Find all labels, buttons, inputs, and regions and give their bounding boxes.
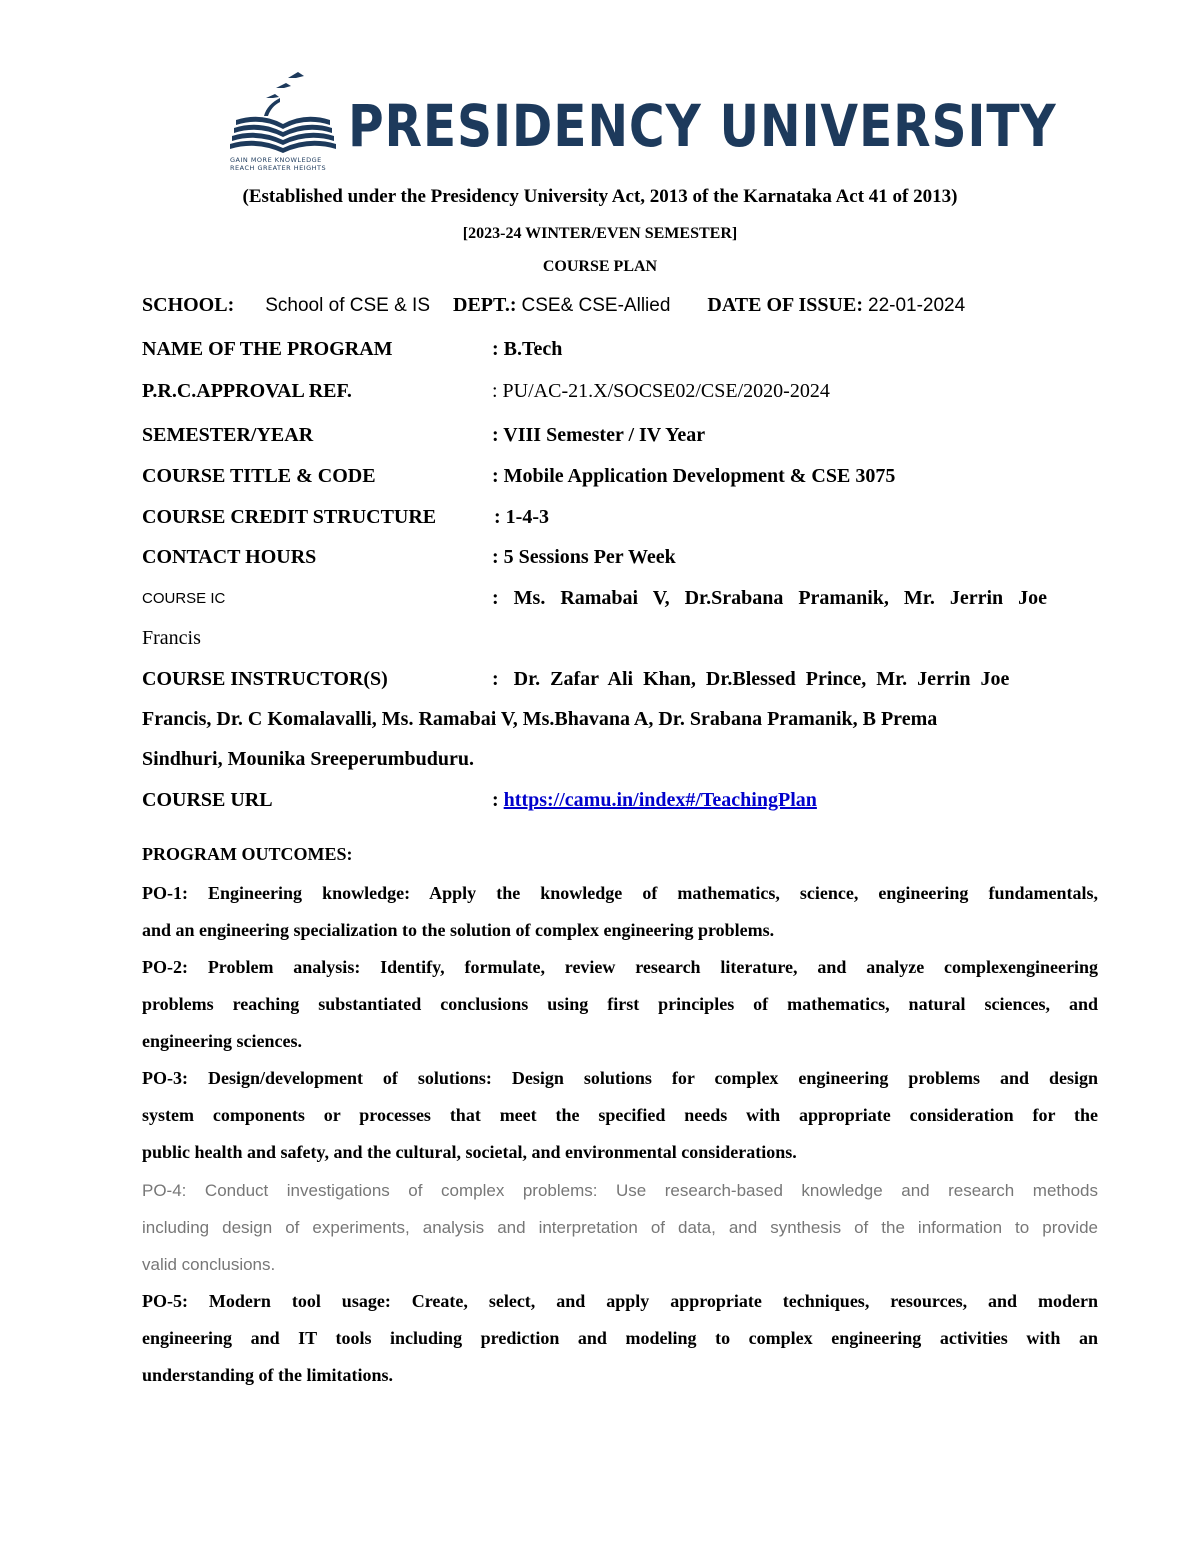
program-label: NAME OF THE PROGRAM	[142, 338, 393, 360]
credit-label: COURSE CREDIT STRUCTURE	[142, 506, 437, 528]
logo-wordmark: PRESIDENCY UNIVERSITY	[348, 92, 1057, 160]
doc-type: COURSE PLAN	[542, 258, 658, 275]
instructor-value: : Dr. Zafar Ali Khan, Dr.Blessed Prince, Mr. Jerrin Joe	[492, 668, 1010, 690]
po5-line2: engineering and IT tools including prediction and modeling to complex engineering activities with an	[142, 1328, 1098, 1348]
course-url-link[interactable]: https://camu.in/index#/TeachingPlan	[503, 789, 817, 811]
ic-value-cont: Francis	[142, 627, 201, 649]
po5-line3: understanding of the limitations.	[142, 1365, 394, 1385]
instructor-value-cont: Francis, Dr. C Komalavalli, Ms. Ramabai V, Ms.Bhavana A, Dr. Srabana Pramanik, B Prema	[142, 708, 938, 730]
ic-label: COURSE IC	[142, 590, 226, 607]
instructor-value-cont2: Sindhuri, Mounika Sreeperumbuduru.	[142, 748, 474, 770]
university-logo	[228, 70, 1057, 180]
url-row	[492, 789, 817, 812]
school-value: School of CSE & IS	[265, 295, 430, 316]
ic-value: : Ms. Ramabai V, Dr.Srabana Pramanik, Mr. Jerrin Joe	[492, 587, 1047, 609]
url-label: COURSE URL	[142, 789, 273, 811]
po5-line1: PO-5: Modern tool usage: Create, select, and apply appropriate techniques, resources, and modern	[142, 1291, 1098, 1311]
date-label: DATE OF ISSUE:	[707, 294, 863, 316]
prc-value: : PU/AC-21.X/SOCSE02/CSE/2020-2024	[492, 380, 830, 402]
hours-label: CONTACT HOURS	[142, 546, 317, 568]
po2-line1: PO-2: Problem analysis: Identify, formulate, review research literature, and analyze complexengineering	[142, 957, 1098, 977]
outcomes-heading: PROGRAM OUTCOMES:	[142, 844, 353, 864]
meta-row	[142, 294, 965, 317]
po2-line3: engineering sciences.	[142, 1031, 302, 1051]
prc-label: P.R.C.APPROVAL REF.	[142, 380, 352, 402]
po3-line3: public health and safety, and the cultural, societal, and environmental considerations.	[142, 1142, 797, 1162]
po1-line1: PO-1: Engineering knowledge: Apply the knowledge of mathematics, science, engineering fundamentals,	[142, 883, 1098, 903]
dept-label: DEPT.:	[453, 294, 517, 316]
po1-line2: and an engineering specialization to the solution of complex engineering problems.	[142, 920, 775, 940]
po2-line2: problems reaching substantiated conclusions using first principles of mathematics, natural sciences, and	[142, 994, 1098, 1014]
school-label: SCHOOL:	[142, 294, 235, 316]
program-value: : B.Tech	[492, 338, 563, 360]
instructor-label: COURSE INSTRUCTOR(S)	[142, 668, 388, 690]
course-title-value: : Mobile Application Development & CSE 3075	[492, 465, 896, 487]
semester-value: : VIII Semester / IV Year	[492, 424, 706, 446]
semester-label: SEMESTER/YEAR	[142, 424, 314, 446]
dept-value: CSE& CSE-Allied	[521, 295, 671, 316]
established-line: (Established under the Presidency University Act, 2013 of the Karnataka Act 41 of 2013)	[242, 186, 958, 207]
logo-tagline: GAIN MORE KNOWLEDGE REACH GREATER HEIGHTS	[230, 156, 327, 172]
course-title-label: COURSE TITLE & CODE	[142, 465, 376, 487]
open-book-icon	[228, 70, 338, 160]
po4-line3: valid conclusions.	[142, 1255, 276, 1274]
hours-value: : 5 Sessions Per Week	[492, 546, 676, 568]
po3-line1: PO-3: Design/development of solutions: Design solutions for complex engineering problems and design	[142, 1068, 1098, 1088]
url-colon: :	[492, 789, 504, 811]
po3-line2: system components or processes that meet the specified needs with appropriate consideration for the	[142, 1105, 1098, 1125]
credit-value: : 1-4-3	[494, 506, 549, 528]
date-value: 22-01-2024	[868, 295, 966, 316]
po4-line2: including design of experiments, analysis and interpretation of data, and synthesis of the information to provide	[142, 1218, 1098, 1237]
semester-line: [2023-24 WINTER/EVEN SEMESTER]	[462, 225, 738, 242]
po4-line1: PO-4: Conduct investigations of complex problems: Use research-based knowledge and research methods	[142, 1181, 1098, 1200]
